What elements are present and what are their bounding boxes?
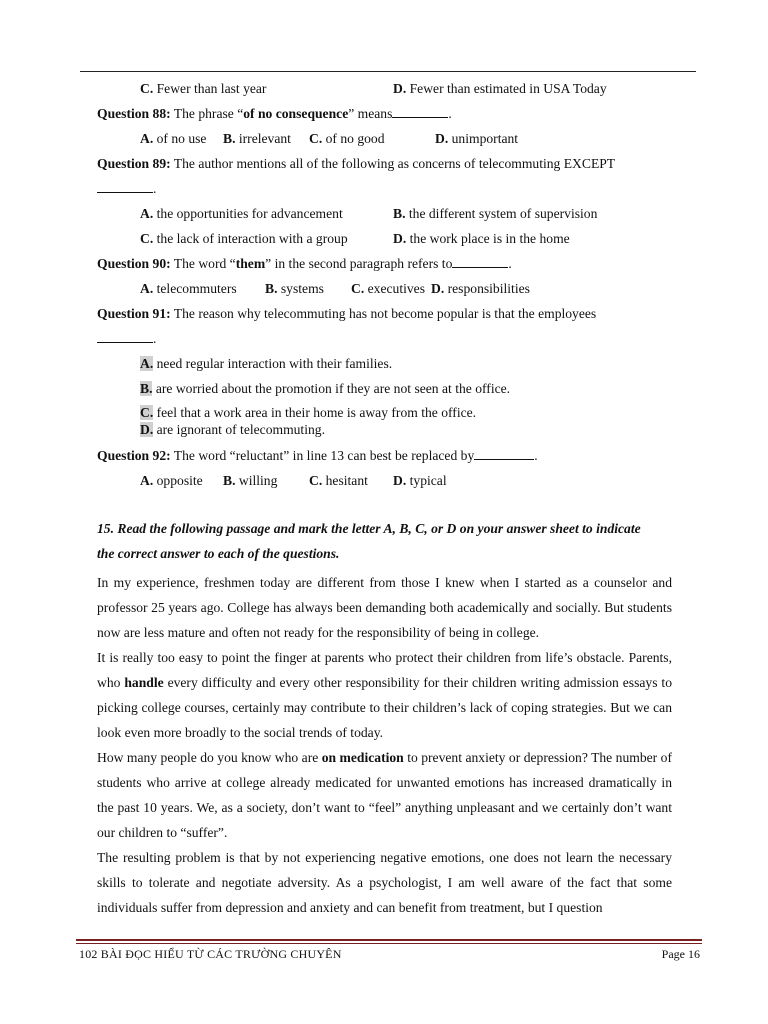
q90-options <box>97 278 672 303</box>
q88-options <box>97 128 672 153</box>
q90-option-b: B. systems <box>265 281 324 296</box>
q88-option-a: A. of no use <box>140 131 207 146</box>
q87-option-c: C. Fewer than last year <box>140 81 267 96</box>
q91-option-a-row <box>97 353 672 378</box>
q90-option-a: A. telecommuters <box>140 281 237 296</box>
passage-paragraph-1: In my experience, freshmen today are different from those I knew when I started as a counselor and professor 25 years ago. College has always been demanding both academically and socially. But students now are less mature and often not ready for the responsibility of being in college. <box>97 575 672 640</box>
q88-option-d: D. unimportant <box>435 131 519 146</box>
q88-option-c: C. of no good <box>309 131 385 146</box>
document-body <box>97 78 672 920</box>
q91-option-c: C. feel that a work area in their home is away from the office. <box>140 405 477 420</box>
q91-option-b-row <box>97 378 672 403</box>
q87-options-row-2 <box>97 78 672 103</box>
q89-blank: . <box>97 178 672 203</box>
q92-option-c: C. hesitant <box>309 473 368 488</box>
q89-option-a: A. the opportunities for advancement <box>140 206 343 221</box>
q92-option-a: A. opposite <box>140 473 203 488</box>
q90-option-c: C. executives <box>351 281 425 296</box>
q91-option-d-row <box>97 421 672 445</box>
passage-paragraph-4: The resulting problem is that by not experiencing negative emotions, one does not learn the necessary skills to tolerate and negotiate adversity. As a psychologist, I am well aware of the fact that some individuals suffer from depression and anxiety and can benefit from treatment, but I question <box>97 850 672 915</box>
q92-options <box>97 470 672 495</box>
q89-option-c: C. the lack of interaction with a group <box>140 231 348 246</box>
footer-page-number: Page 16 <box>661 947 700 961</box>
footer-rule-thin <box>76 943 702 944</box>
footer-rule <box>76 939 702 941</box>
q90-stem: Question 90: The word “them” in the second paragraph refers to . <box>97 253 672 278</box>
q92-option-b: B. willing <box>223 473 278 488</box>
q89-options-row-2 <box>97 228 672 253</box>
q92-option-d: D. typical <box>393 473 447 488</box>
q89-options-row-1 <box>97 203 672 228</box>
q90-option-d: D. responsibilities <box>431 281 530 296</box>
section-heading: 15. Read the following passage and mark the letter A, B, C, or D on your answer sheet to indicate the correct answer to each of the questions. <box>97 521 641 561</box>
q89-option-b: B. the different system of supervision <box>393 206 598 221</box>
q88-stem: Question 88: The phrase “of no consequence” means . <box>97 103 672 128</box>
q88-option-b: B. irrelevant <box>223 131 291 146</box>
q89-stem: Question 89: The author mentions all of the following as concerns of telecommuting EXCEPT <box>97 156 616 171</box>
q91-option-b: B. are worried about the promotion if they are not seen at the office. <box>140 381 511 396</box>
passage-paragraph-3: How many people do you know who are on medication to prevent anxiety or depression? The number of students who arrive at college already medicated for unwanted emotions has increased dramatically in the past 10 years. We, as a society, don’t want to “feel” anything unpleasant and we certainly don’t want our children to “suffer”. <box>97 750 672 840</box>
q91-option-d: D. are ignorant of telecommuting. <box>140 422 325 437</box>
header-rule <box>80 71 696 72</box>
q91-option-c-row <box>97 404 672 421</box>
q89-option-d: D. the work place is in the home <box>393 231 570 246</box>
passage-paragraph-2: It is really too easy to point the finger at parents who protect their children from life’s obstacle. Parents, who handle every difficulty and every other responsibility for their children writing admission essays to picking college courses, certainly may contribute to their children’s lack of coping strategies. But we can look even more broadly to the social trends of today. <box>97 650 673 740</box>
q91-option-a: A. need regular interaction with their families. <box>140 356 393 371</box>
q87-option-d: D. Fewer than estimated in USA Today <box>393 81 607 96</box>
q91-blank: . <box>97 328 672 353</box>
q92-stem: Question 92: The word “reluctant” in line 13 can best be replaced by . <box>97 445 672 470</box>
q91-stem: Question 91: The reason why telecommuting has not become popular is that the employees <box>97 306 597 321</box>
footer-book-title: 102 BÀI ĐỌC HIỂU TỪ CÁC TRƯỜNG CHUYÊN <box>79 947 342 961</box>
